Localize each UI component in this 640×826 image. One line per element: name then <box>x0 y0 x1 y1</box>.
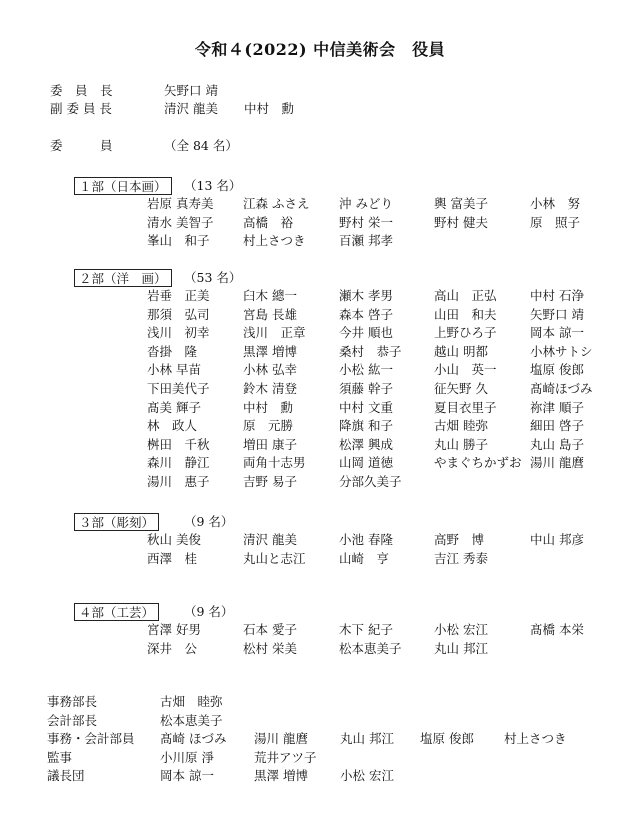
member-name: 岡本 諒一 <box>530 325 584 340</box>
member-name: 高橋 裕 <box>243 215 294 230</box>
member-name: 小林 弘幸 <box>243 362 297 377</box>
member-name: 征矢野 久 <box>434 381 488 396</box>
member-name: 鈴木 清登 <box>243 381 297 396</box>
officer-name: 小川原 淨 <box>160 750 214 765</box>
member-name: 髙美 輝子 <box>147 400 201 415</box>
member-name: 吉野 易子 <box>243 474 297 489</box>
member-name: 髙橋 本栄 <box>530 622 584 637</box>
member-name: 両角十志男 <box>243 455 306 470</box>
officer-role: 会計部長 <box>47 713 98 728</box>
member-name: 越山 明都 <box>434 344 488 359</box>
member-name: 清水 美智子 <box>147 215 214 230</box>
member-name: 塩原 俊郎 <box>530 362 584 377</box>
member-name: 丸山 邦江 <box>434 641 488 656</box>
member-name: 中村 文重 <box>339 400 393 415</box>
section-label: ２部（洋 画） <box>74 269 172 287</box>
member-name: 林 政人 <box>147 418 198 433</box>
section-count: （13 名） <box>184 178 242 193</box>
member-name: 瀬木 孝男 <box>339 288 393 303</box>
member-name: 松村 栄美 <box>243 641 297 656</box>
member-name: 小林サトシ <box>530 344 593 359</box>
section-label: ３部（彫刻） <box>74 513 159 531</box>
chair-name: 矢野口 靖 <box>164 83 218 98</box>
member-name: 小池 春隆 <box>339 532 393 547</box>
officer-role: 事務・会計部員 <box>47 731 135 746</box>
member-name: 桝田 千秋 <box>147 437 210 452</box>
member-name: 森本 啓子 <box>339 307 393 322</box>
member-name: 沖 みどり <box>339 196 393 211</box>
member-name: 沓掛 隆 <box>147 344 198 359</box>
member-name: 山田 和夫 <box>434 307 497 322</box>
member-name: 山岡 道徳 <box>339 455 393 470</box>
member-name: 宮澤 好男 <box>147 622 201 637</box>
member-name: 石本 愛子 <box>243 622 297 637</box>
officer-name: 荒井アツ子 <box>254 750 317 765</box>
member-name: 分部久美子 <box>339 474 402 489</box>
officer-role: 監事 <box>47 750 73 765</box>
member-name: 江森 ふさえ <box>243 196 310 211</box>
member-name: 高山 正弘 <box>434 288 497 303</box>
vice-chair-name: 清沢 龍美 <box>164 101 218 116</box>
member-name: 湯川 惠子 <box>147 474 210 489</box>
vice-chair-name: 中村 勳 <box>244 101 295 116</box>
section-count: （9 名） <box>184 604 234 619</box>
member-name: 祢津 順子 <box>530 400 584 415</box>
officer-name: 黒澤 増博 <box>254 768 308 783</box>
officer-name: 湯川 龍麿 <box>254 731 308 746</box>
member-name: 西澤 桂 <box>147 551 198 566</box>
member-name: 臼木 總一 <box>243 288 297 303</box>
member-name: 細田 啓子 <box>530 418 584 433</box>
member-name: 山崎 亨 <box>339 551 390 566</box>
member-name: 中村 石浄 <box>530 288 584 303</box>
member-name: 清沢 龍美 <box>243 532 297 547</box>
members-label: 委 員 <box>50 138 113 153</box>
member-name: 百瀬 邦孝 <box>339 233 393 248</box>
member-name: 浅川 初幸 <box>147 325 210 340</box>
member-name: 夏目衣里子 <box>434 400 497 415</box>
member-name: 宮島 長雄 <box>243 307 297 322</box>
member-name: 上野ひろ子 <box>434 325 497 340</box>
member-name: 小山 英一 <box>434 362 497 377</box>
officer-name: 丸山 邦江 <box>340 731 394 746</box>
section-count: （53 名） <box>184 270 242 285</box>
section-label: ４部（工芸） <box>74 603 159 621</box>
member-name: 桑村 恭子 <box>339 344 402 359</box>
officer-name: 岡本 諒一 <box>160 768 214 783</box>
section-label: １部（日本画） <box>74 177 172 195</box>
member-name: 浅川 正章 <box>243 325 306 340</box>
officer-role: 議長団 <box>47 768 85 783</box>
member-name: 吉江 秀泰 <box>434 551 488 566</box>
officer-name: 松本恵美子 <box>160 713 223 728</box>
member-name: 湯川 龍麿 <box>530 455 584 470</box>
member-name: 中村 勳 <box>243 400 294 415</box>
member-name: 小松 宏江 <box>434 622 488 637</box>
member-name: 深井 公 <box>147 641 198 656</box>
member-name: 小松 紘一 <box>339 362 393 377</box>
member-name: 岩垂 正美 <box>147 288 210 303</box>
officer-name: 小松 宏江 <box>340 768 394 783</box>
member-name: 森川 静江 <box>147 455 210 470</box>
member-name: 峯山 和子 <box>147 233 210 248</box>
section-count: （9 名） <box>184 514 234 529</box>
member-name: 野村 栄一 <box>339 215 393 230</box>
member-name: 髙崎ほづみ <box>530 381 593 396</box>
member-name: 那須 弘司 <box>147 307 210 322</box>
member-name: 下田美代子 <box>147 381 210 396</box>
chair-label: 委 員 長 <box>50 83 113 98</box>
member-name: 古畑 睦弥 <box>434 418 488 433</box>
member-name: 秋山 美俊 <box>147 532 201 547</box>
member-name: 須藤 幹子 <box>339 381 393 396</box>
member-name: 高野 博 <box>434 532 485 547</box>
officer-name: 村上さつき <box>504 731 567 746</box>
officer-name: 古畑 睦弥 <box>160 694 223 709</box>
member-name: 黒澤 増博 <box>243 344 297 359</box>
officer-name: 髙崎 ほづみ <box>160 731 227 746</box>
vice-chair-label: 副 委 員 長 <box>50 101 112 116</box>
member-name: 村上さつき <box>243 233 306 248</box>
member-name: 松本恵美子 <box>339 641 402 656</box>
member-name: 松澤 興成 <box>339 437 393 452</box>
member-name: 丸山 島子 <box>530 437 584 452</box>
member-name: 輿 富美子 <box>434 196 488 211</box>
member-name: 岩原 真寿美 <box>147 196 214 211</box>
member-name: 今井 順也 <box>339 325 393 340</box>
member-name: 降旗 和子 <box>339 418 393 433</box>
officer-name: 塩原 俊郎 <box>420 731 474 746</box>
member-name: やまぐちかずお <box>434 455 522 470</box>
officer-role: 事務部長 <box>47 694 98 709</box>
member-name: 小林 早苗 <box>147 362 201 377</box>
member-name: 丸山 勝子 <box>434 437 488 452</box>
member-name: 中山 邦彦 <box>530 532 584 547</box>
member-name: 原 照子 <box>530 215 581 230</box>
member-name: 原 元勝 <box>243 418 294 433</box>
member-name: 増田 康子 <box>243 437 297 452</box>
members-total: （全 84 名） <box>164 138 238 153</box>
member-name: 矢野口 靖 <box>530 307 584 322</box>
member-name: 小林 努 <box>530 196 581 211</box>
member-name: 野村 健夫 <box>434 215 488 230</box>
member-name: 丸山と志江 <box>243 551 306 566</box>
member-name: 木下 紀子 <box>339 622 393 637</box>
page-title: 令和４(2022) 中信美術会 役員 <box>194 40 446 59</box>
